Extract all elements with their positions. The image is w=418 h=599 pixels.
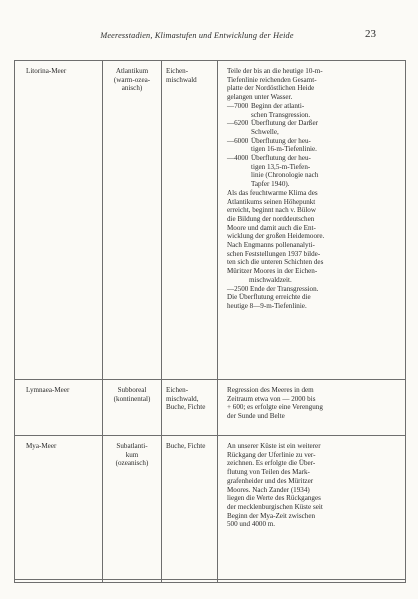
table-row [15, 61, 406, 380]
stage-cell [15, 61, 103, 380]
desc-line: Regression des Meeres in dem [227, 386, 314, 394]
forest-line: mischwald, [166, 394, 199, 403]
desc-line: der mecklenburgischen Küste seit [227, 502, 323, 511]
desc-line: Zeitraum etwa von — 2000 bis [227, 394, 316, 403]
forest-line: Buche, Fichte [166, 403, 206, 412]
event-line: Überflutung der heu- [251, 154, 311, 163]
desc-line: Beginn der Mya-Zeit zwischen [227, 511, 316, 520]
description-cell [218, 61, 406, 380]
desc-line: Teile der bis an die heutige 10-m- [227, 67, 323, 75]
forest-line: Eichen- [166, 386, 189, 394]
desc-line: Müritzer Moores in der Eichen- [227, 267, 318, 276]
event-item [227, 102, 391, 119]
event-item [227, 137, 391, 154]
desc-line: liegen die Werte des Rückganges [227, 494, 321, 503]
stage-cell [15, 380, 103, 436]
period-line: (ozeanisch) [115, 459, 149, 468]
description-cell [218, 436, 406, 583]
event-line: Schwelle, [251, 127, 279, 136]
desc-line: Moores. Nach Zander (1934) [227, 485, 310, 494]
event-year: —6000 [227, 136, 249, 145]
event-line: schen Transgression. [251, 110, 311, 119]
desc-line: Rückgang der Uferlinie zu ver- [227, 450, 316, 459]
period-line: Subatlanti- [116, 442, 148, 450]
sea-stage-table [14, 60, 406, 583]
desc-line: platte der Nordöstlichen Heide [227, 84, 315, 93]
table-row [15, 380, 406, 436]
desc-line: erreicht, beginnt nach v. Bülow [227, 206, 316, 215]
desc-line: + 600; es erfolgte eine Verengung [227, 403, 323, 412]
period-line: (warm-ozea- [113, 75, 151, 84]
header-title: Meeresstadien, Klimastufen und Entwicklung der Heide [100, 31, 294, 40]
stage-name: Mya-Meer [26, 442, 57, 450]
desc-line: ten sich die unteren Schichten des [227, 258, 324, 267]
forest-line: Eichen- [166, 67, 189, 75]
desc-line: zeichnen. Es erfolgte die Über- [227, 459, 316, 468]
table-row [15, 436, 406, 583]
desc-line: die Bildung der norddeutschen [227, 214, 315, 223]
page-number: 23 [365, 28, 376, 40]
desc-line: 500 und 4000 m. [227, 520, 276, 529]
desc-line: wicklung der großen Heidemoore. [227, 232, 325, 241]
description-cell [218, 380, 406, 436]
desc-line: flutung von Teilen des Mark- [227, 468, 310, 477]
event-year: —4000 [227, 154, 249, 163]
event-line: Beginn der atlanti- [251, 101, 305, 110]
desc-line: schen Feststellungen 1937 bilde- [227, 249, 321, 258]
event-line: Tapfer 1940). [251, 180, 290, 189]
period-line: kum [125, 450, 139, 459]
desc-line: Nach Engmanns pollenanalyti- [227, 241, 315, 250]
event-year: —7000 [227, 101, 249, 110]
event-line: tigen 13,5-m-Tiefen- [251, 162, 311, 171]
event-line: Überflutung der heu- [251, 136, 311, 145]
running-header [40, 30, 376, 44]
period-line: Subboreal [117, 386, 147, 394]
desc-line: heutige 8—9-m-Tiefenlinie. [227, 301, 307, 310]
table-bottom-rule [14, 579, 406, 580]
desc-line: —2500 Ende der Transgression. [227, 284, 319, 293]
desc-line: gelangen unter Wasser. [227, 93, 293, 102]
forest-cell [162, 61, 218, 380]
event-year: —6200 [227, 119, 249, 128]
period-cell [103, 380, 162, 436]
event-line: Überflutung der Darßer [251, 119, 318, 128]
event-line: tigen 16-m-Tiefenlinie. [251, 145, 317, 154]
event-line: linie (Chronologie nach [251, 171, 319, 180]
desc-line: An unserer Küste ist ein weiterer [227, 442, 321, 450]
forest-cell [162, 436, 218, 583]
desc-line: Atlantikums seinen Höhepunkt [227, 197, 316, 206]
forest-line: mischwald [166, 75, 197, 84]
stage-cell [15, 436, 103, 583]
stage-name: Lymnaea-Meer [26, 386, 70, 394]
desc-line: der Sunde und Belte [227, 412, 285, 421]
desc-line: Die Überflutung erreichte die [227, 293, 311, 302]
period-line: (kontinental) [113, 394, 151, 403]
period-line: Atlantikum [115, 67, 149, 75]
desc-line: Als das feuchtwarme Klima des [227, 188, 318, 197]
desc-line: mischwaldzeit. [249, 275, 292, 284]
desc-line: Moore und damit auch die Ent- [227, 223, 316, 232]
desc-line: grafenheider und des Müritzer [227, 476, 314, 485]
desc-line: Tiefenlinie reichenden Gesamt- [227, 75, 317, 84]
period-cell [103, 436, 162, 583]
stage-name: Litorina-Meer [26, 67, 67, 75]
forest-line: Buche, Fichte [166, 442, 206, 450]
event-item [227, 119, 391, 136]
period-line: anisch) [121, 84, 143, 93]
event-item [227, 154, 391, 189]
period-cell [103, 61, 162, 380]
forest-cell [162, 380, 218, 436]
